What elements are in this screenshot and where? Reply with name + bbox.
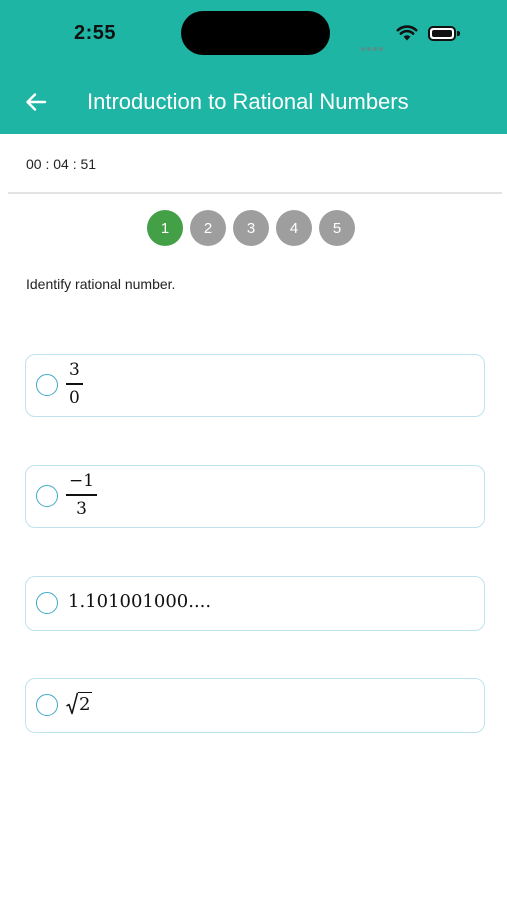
step-2-button[interactable]: 2 (190, 210, 226, 246)
arrow-left-icon (25, 92, 47, 112)
divider (8, 192, 502, 194)
fraction-denominator: 0 (69, 387, 80, 408)
fraction-bar (66, 494, 97, 496)
signal-dots-icon (361, 38, 389, 42)
quiz-timer: 00 : 04 : 51 (26, 156, 97, 172)
wifi-icon (396, 24, 418, 42)
option-2[interactable] (25, 465, 485, 528)
question-text: Identify rational number. (26, 276, 176, 292)
radio-button[interactable] (36, 374, 58, 396)
status-time: 2:55 (74, 22, 117, 44)
back-button[interactable] (20, 86, 52, 118)
question-stepper (147, 210, 355, 246)
step-1-button[interactable]: 1 (147, 210, 183, 246)
step-4-button[interactable]: 4 (276, 210, 312, 246)
status-bar (0, 0, 507, 66)
battery-icon (428, 26, 460, 41)
radio-button[interactable] (36, 592, 58, 614)
app-header (0, 0, 507, 134)
fraction-denominator: 3 (76, 498, 87, 519)
fraction-bar (66, 383, 83, 385)
radical-sign-icon (66, 692, 78, 716)
square-root (66, 692, 92, 716)
radicand: 2 (79, 694, 91, 715)
option-3[interactable] (25, 576, 485, 631)
fraction (66, 471, 97, 519)
fraction (66, 360, 83, 408)
step-5-button[interactable]: 5 (319, 210, 355, 246)
fraction-numerator: −1 (69, 471, 95, 491)
option-text: 1.101001000.... (68, 591, 212, 612)
fraction-numerator: 3 (69, 360, 80, 380)
dynamic-island (181, 11, 330, 55)
radio-button[interactable] (36, 485, 58, 507)
page-title: Introduction to Rational Numbers (87, 89, 409, 114)
option-4[interactable] (25, 678, 485, 733)
option-1[interactable] (25, 354, 485, 417)
radio-button[interactable] (36, 694, 58, 716)
step-3-button[interactable]: 3 (233, 210, 269, 246)
